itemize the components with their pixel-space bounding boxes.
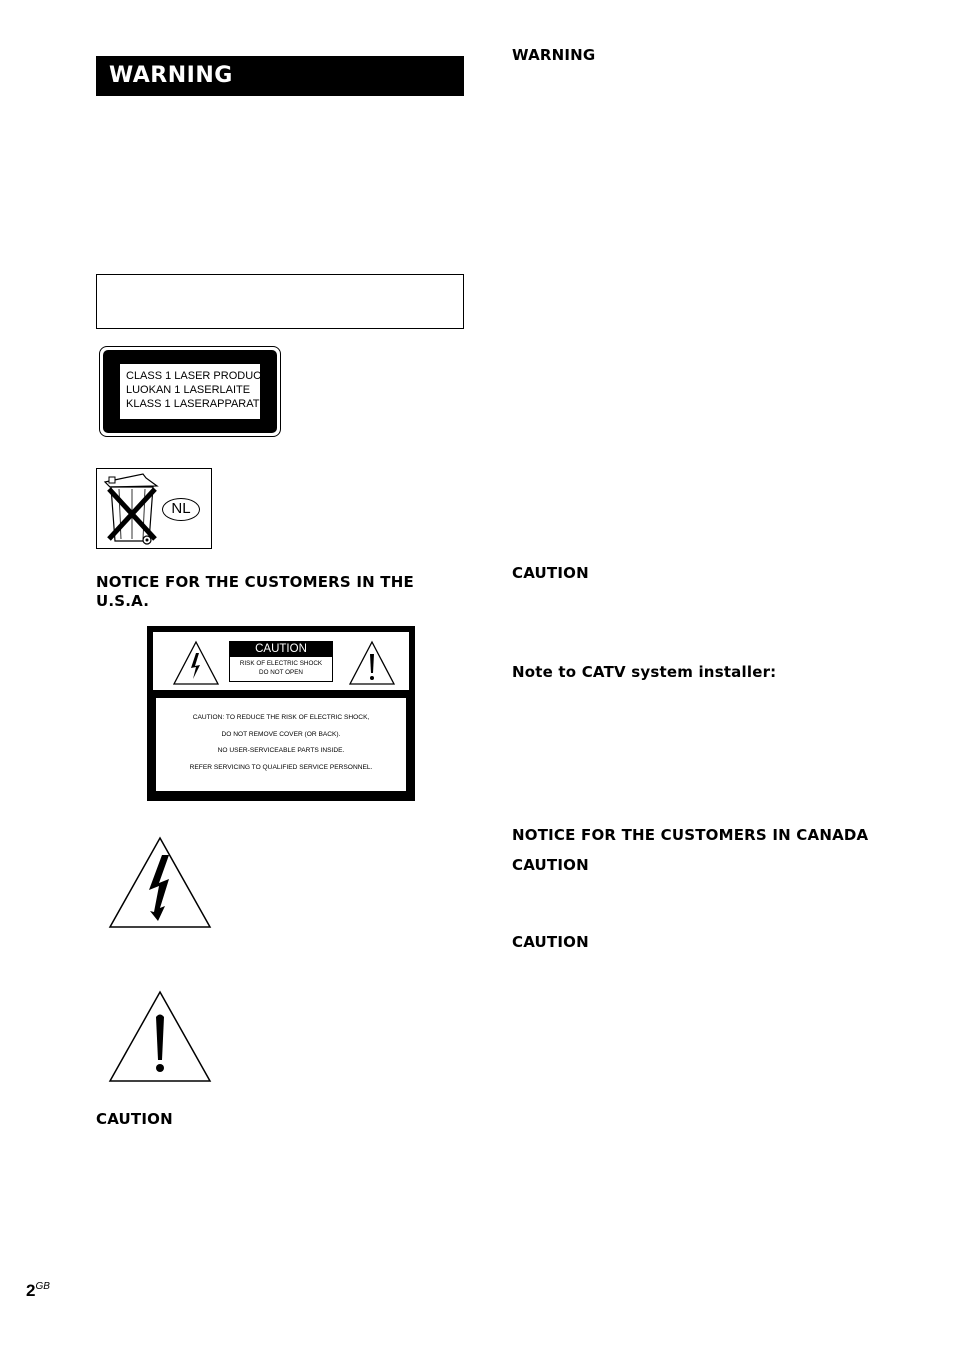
usa-notice-line-1: NOTICE FOR THE CUSTOMERS IN THE (96, 573, 414, 591)
page-number (26, 1281, 50, 1301)
caution-inner-sub-2: DO NOT OPEN (259, 668, 303, 676)
warning-banner-title: WARNING (109, 63, 233, 88)
lightning-triangle-icon (108, 836, 212, 930)
page-number-value: 2 (26, 1281, 36, 1300)
warning-banner (96, 56, 464, 96)
laser-label-line-3: KLASS 1 LASERAPPARAT (126, 398, 260, 410)
lightning-triangle-icon (171, 639, 221, 687)
caution-inner-label (229, 641, 333, 682)
exclamation-triangle-icon (108, 990, 212, 1084)
right-caution-heading-2: CAUTION (512, 856, 589, 874)
usa-notice-heading (96, 573, 414, 611)
country-code-mark (162, 498, 200, 521)
usa-notice-line-2: U.S.A. (96, 592, 150, 610)
country-code-text: NL (171, 500, 191, 517)
laser-label-line-2: LUOKAN 1 LASERLAITE (126, 384, 251, 396)
laser-product-label (99, 346, 281, 437)
right-caution-heading-3: CAUTION (512, 933, 589, 951)
exclamation-triangle-small-icon (347, 639, 397, 687)
right-warning-heading: WARNING (512, 46, 596, 64)
caution-text-4: REFER SERVICING TO QUALIFIED SERVICE PERSONNEL. (189, 763, 373, 771)
electric-shock-caution-label (147, 626, 415, 801)
canada-notice-heading: NOTICE FOR THE CUSTOMERS IN CANADA (512, 826, 869, 844)
page-number-suffix: GB (35, 1281, 50, 1292)
right-caution-heading-1: CAUTION (512, 564, 589, 582)
laser-label-line-1: CLASS 1 LASER PRODUCT (126, 370, 268, 382)
caution-text-1: CAUTION: TO REDUCE THE RISK OF ELECTRIC SHOCK, (192, 714, 370, 721)
caution-inner-title: CAUTION (230, 642, 332, 657)
caution-text-2: DO NOT REMOVE COVER (OR BACK). (221, 730, 341, 738)
caution-text-3: NO USER-SERVICEABLE PARTS INSIDE. (217, 747, 345, 754)
caution-inner-sub-1: RISK OF ELECTRIC SHOCK (239, 660, 323, 667)
catv-note-heading: Note to CATV system installer: (512, 663, 777, 681)
left-caution-heading: CAUTION (96, 1110, 173, 1128)
blank-notice-box (96, 274, 464, 329)
caution-panel-text (156, 698, 406, 791)
